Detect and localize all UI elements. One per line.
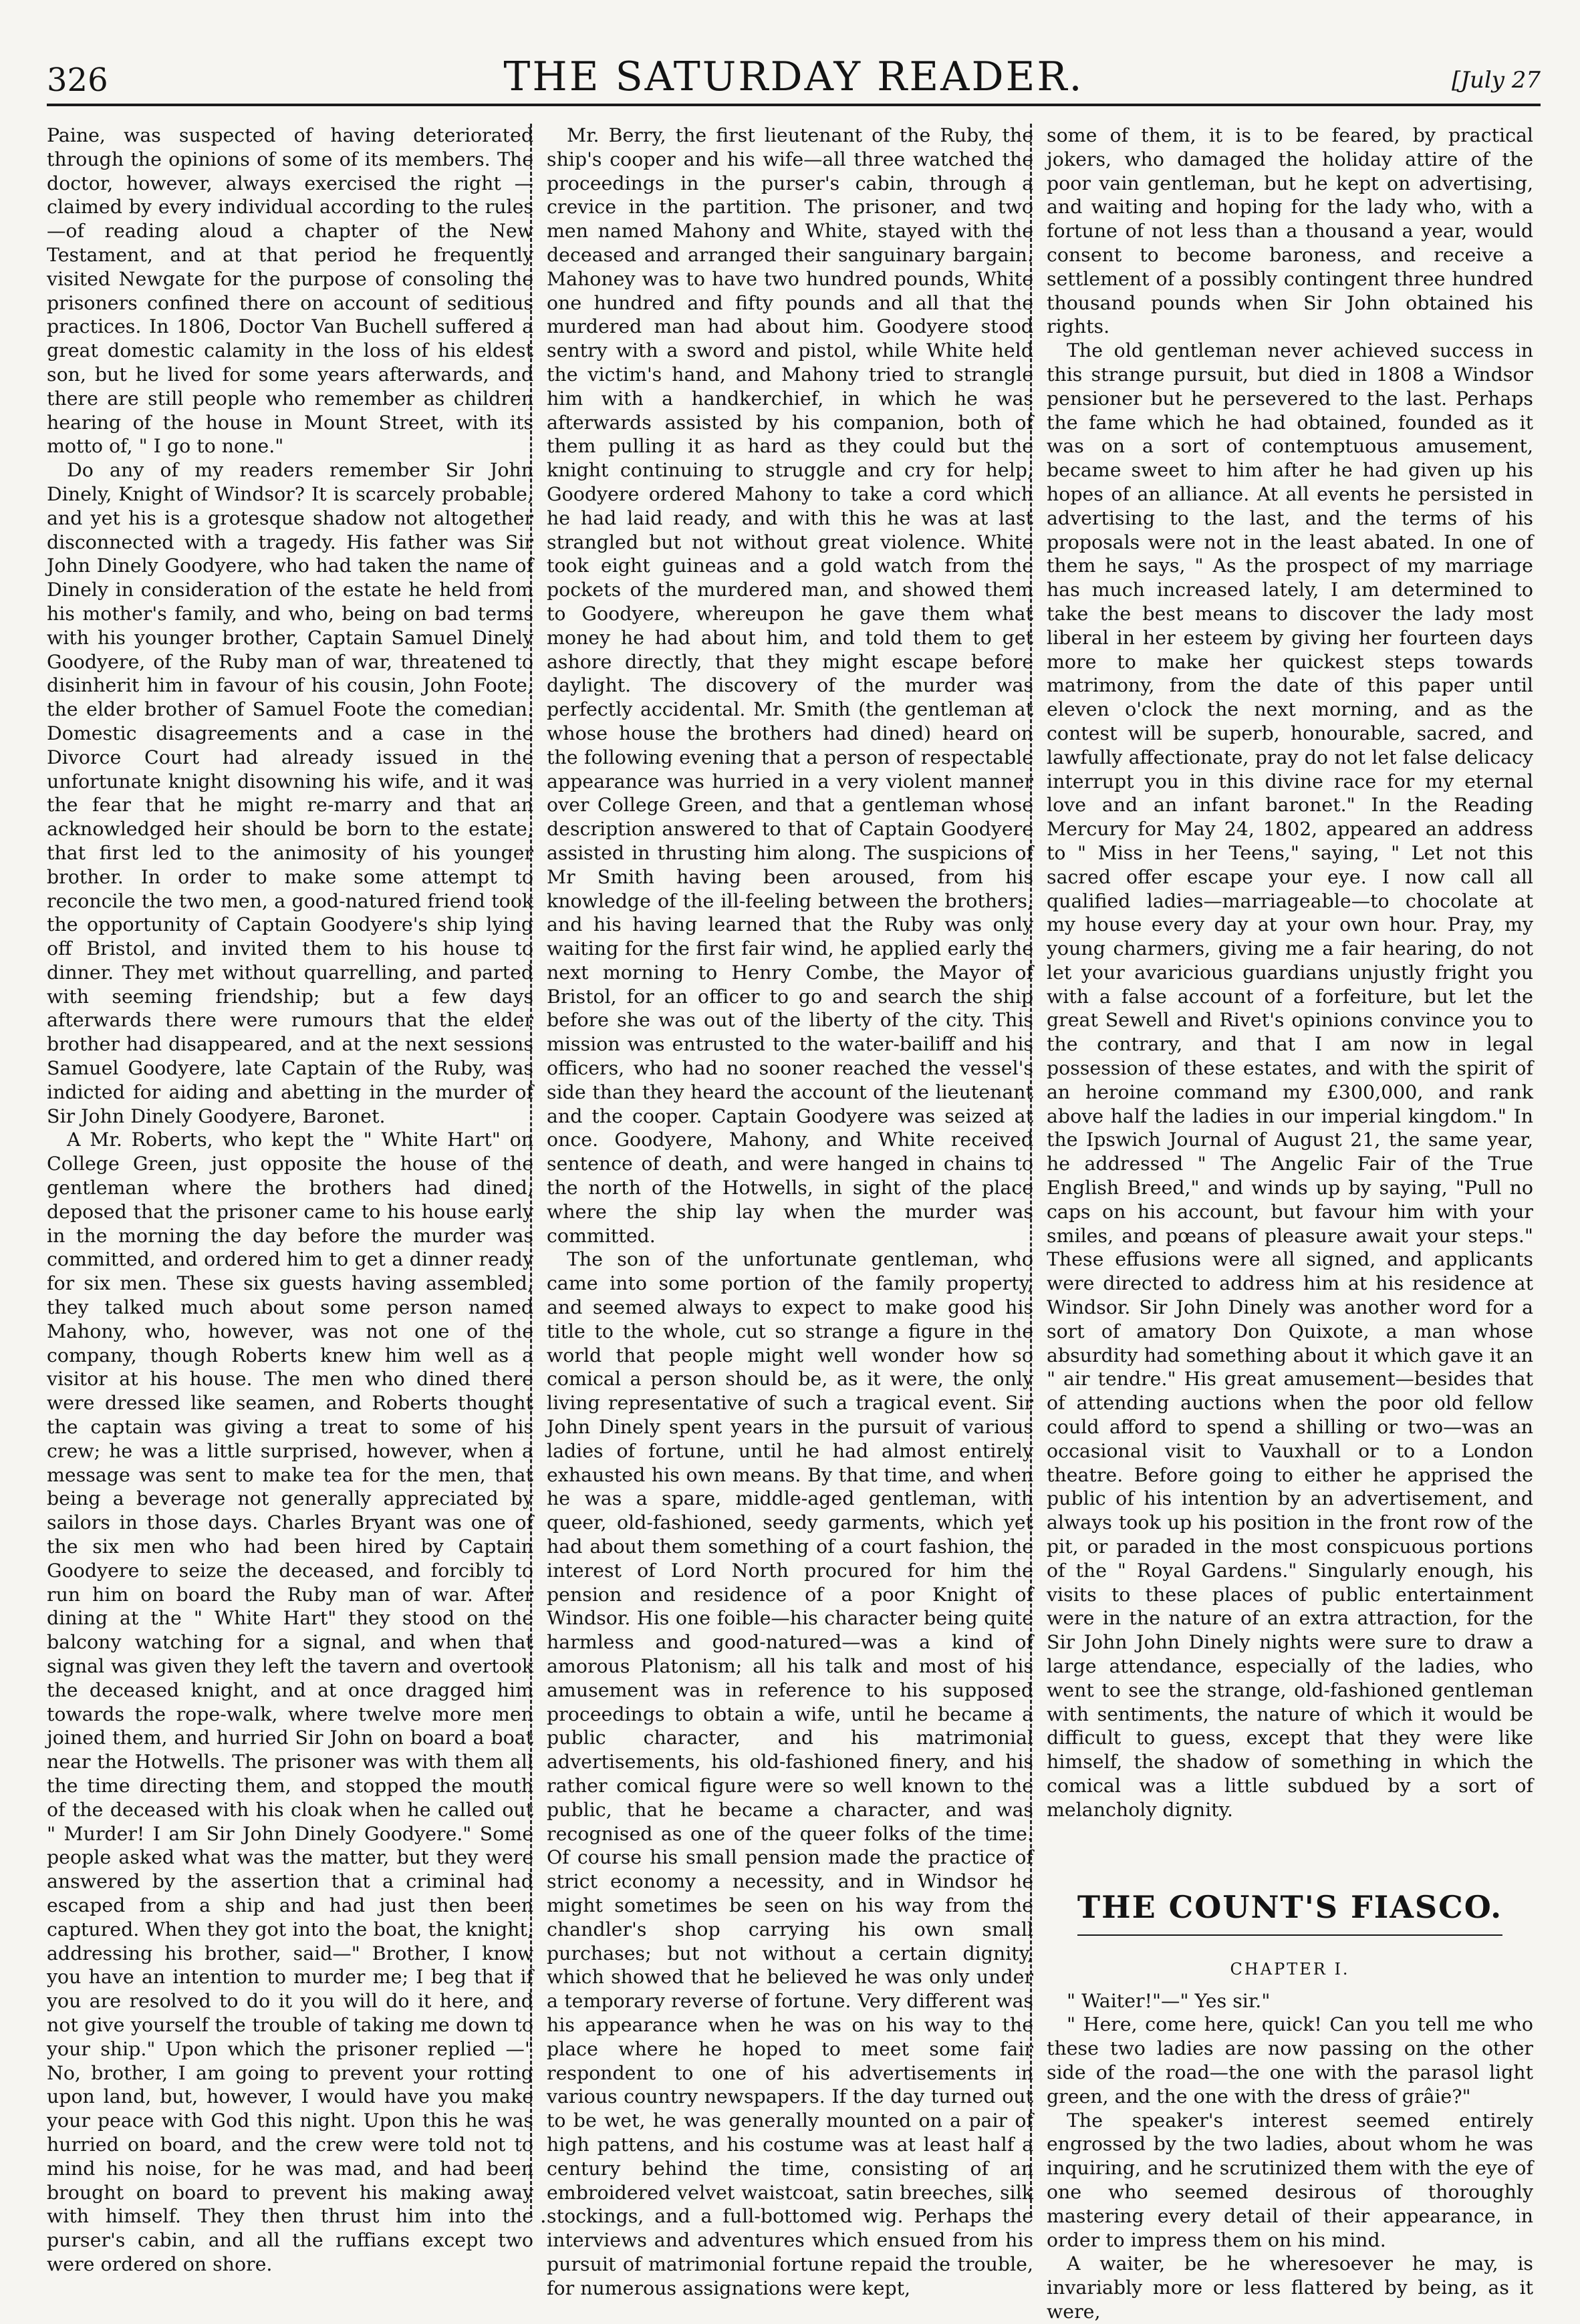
story-paragraph: " Here, come here, quick! Can you tell me who these two ladies are now passing on the other side of the road—the one with the parasol light green, and the one with the dress of grâie?" xyxy=(1047,2013,1533,2108)
paragraph: Paine, was suspected of having deteriorated through the opinions of some of its members. The doctor, however, always exercised the right —claimed by every individual according to the rules—of reading aloud a chapter of the New Testament, and at that period he frequently visited Newgate for the purpose of consoling the prisoners confined there on account of seditious practices. In 1806, Doctor Van Buchell suffered a great domestic calamity in the loss of his eldest son, but he lived for some years afterwards, and there are still people who remember as children hearing of the house in Mount Street, with its motto of, " I go to none." xyxy=(47,124,533,458)
column-1 xyxy=(47,124,533,2275)
issue-date: [July 27 xyxy=(1452,67,1541,94)
story-title: THE COUNT'S FIASCO. xyxy=(1077,1889,1502,1936)
story-paragraph: The speaker's interest seemed entirely engrossed by the two ladies, about whom he was inquiring, and he scrutinized them with the eye of one who seemed desirous of thoroughly mastering every detail of their appearance, in order to impress them on his mind. xyxy=(1047,2109,1533,2251)
page-header xyxy=(47,27,1541,106)
footer-mark: · xyxy=(540,2210,547,2234)
article-columns xyxy=(0,124,1580,2323)
paragraph: some of them, it is to be feared, by practical jokers, who damaged the holiday attire of the poor vain gentleman, but he kept on advertising, and waiting and hoping for the lady who, with a fortune of not less than a thousand a year, would consent to become baroness, and receive a settlement of a possibly contingent three hundred thousand pounds when Sir John obtained his rights. xyxy=(1047,124,1533,338)
column-3 xyxy=(1047,124,1533,2323)
paragraph: Mr. Berry, the first lieutenant of the Ruby, the ship's cooper and his wife—all three watched the proceedings in the purser's cabin, through a crevice in the partition. The prisoner, and two men named Mahony and White, stayed with the deceased and arranged their sanguinary bargain. Mahoney was to have two hundred pounds, White one hundred and fifty pounds and all that the murdered man had about him. Goodyere stood sentry with a sword and pistol, while White held the victim's hand, and Mahony tried to strangle him with a handkerchief, in which he was afterwards assisted by his companion, both of them pulling it as hard as they could but the knight continuing to struggle and cry for help, Goodyere ordered Mahony to take a cord which he had laid ready, and with this he was at last strangled but not without great violence. White took eight guineas and a gold watch from the pockets of the murdered man, and showed them to Goodyere, whereupon he gave them what money he had about him, and told them to get ashore directly, that they might escape before daylight. The discovery of the murder was perfectly accidental. Mr. Smith (the gentleman at whose house the brothers had dined) heard on the following evening that a person of respectable appearance was hurried in a very violent manner over College Green, and that a gentleman whose description answered to that of Captain Goodyere assisted in thrusting him along. The suspicions of Mr Smith having been aroused, from his knowledge of the ill-feeling between the brothers, and his having learned that the Ruby was only waiting for the first fair wind, he applied early the next morning to Henry Combe, the Mayor of Bristol, for an officer to go and search the ship before she was out of the liberty of the city. This mission was entrusted to the water-bailiff and his officers, who had no sooner reached the vessel's side than they heard the account of the lieutenant and the cooper. Captain Goodyere was seized at once. Goodyere, Mahony, and White received sentence of death, and were hanged in chains to the north of the Hotwells, in sight of the place where the ship lay when the murder was committed. xyxy=(547,124,1033,1247)
story-heading xyxy=(1047,1889,1533,1979)
story-paragraph: " Waiter!"—" Yes sir." xyxy=(1067,1989,1271,2012)
paragraph: Do any of my readers remember Sir John Dinely, Knight of Windsor? It is scarcely probable, and yet his is a grotesque shadow not altogether disconnected with a tragedy. His father was Sir John Dinely Goodyere, who had taken the name of Dinely in consideration of the estate he held from his mother's family, and who, being on bad terms with his younger brother, Captain Samuel Dinely Goodyere, of the Ruby man of war, threatened to disinherit him in favour of his cousin, John Foote, the elder brother of Samuel Foote the comedian. Domestic disagreements and a case in the Divorce Court had already issued in the unfortunate knight disowning his wife, and it was the fear that he might re-marry and that an acknowledged heir should be born to the estate, that first led to the animosity of his younger brother. In order to make some attempt to reconcile the two men, a good-natured friend took the opportunity of Captain Goodyere's ship lying off Bristol, and invited them to his house to dinner. They met without quarrelling, and parted with seeming friendship; but a few days afterwards there were rumours that the elder brother had disappeared, and at the next sessions Samuel Goodyere, late Captain of the Ruby, was indicted for aiding and abetting in the murder of Sir John Dinely Goodyere, Baronet. xyxy=(47,459,533,1127)
chapter-label: CHAPTER I. xyxy=(1230,1959,1350,1979)
story-paragraph: A waiter, be he wheresoever he may, is invariably more or less flattered by being, as it were, xyxy=(1047,2253,1533,2323)
paragraph: A Mr. Roberts, who kept the " White Hart" on College Green, just opposite the house of the gentleman where the brothers had dined, deposed that the prisoner came to his house early in the morning the day before the murder was committed, and ordered him to get a dinner ready for six men. These six guests having assembled, they talked much about some person named Mahony, who, however, was not one of the company, though Roberts knew him well as a visitor at his house. The men who dined there were dressed like seamen, and Roberts thought the captain was giving a treat to some of his crew; he was a little surprised, however, when a message was sent to make tea for the men, that being a beverage not generally appreciated by sailors in those days. Charles Bryant was one of the six men who had been hired by Captain Goodyere to seize the deceased, and forcibly to run him on board the Ruby man of war. After dining at the " White Hart" they stood on the balcony watching for a signal, and when that signal was given they left the tavern and overtook the deceased knight, and at once dragged him towards the rope-walk, where twelve more men joined them, and hurried Sir John on board a boat near the Hotwells. The prisoner was with them all the time directing them, and stopped the mouth of the deceased with his cloak when he called out " Murder! I am Sir John Dinely Goodyere." Some people asked what was the matter, but they were answered by the assertion that a criminal had escaped from a ship and had just then been captured. When they got into the boat, the knight, addressing his brother, said—" Brother, I know you have an intention to murder me; I beg that if you are resolved to do it you will do it here, and not give yourself the trouble of taking me down to your ship." Upon which the prisoner replied —" No, brother, I am going to prevent your rotting upon land, but, however, I would have you make your peace with God this night. Upon this he was hurried on board, and the crew were told not to mind his noise, for he was mad, and had been brought on board to prevent his making away with himself. They then thrust him into the purser's cabin, and all the ruffians except two were ordered on shore. xyxy=(47,1129,533,2275)
paragraph: The son of the unfortunate gentleman, who came into some portion of the family property, and seemed always to expect to make good his title to the whole, cut so strange a figure in the world that people might well wonder how so comical a person should be, as it were, the only living representative of such a tragical event. Sir John Dinely spent years in the pursuit of various ladies of fortune, until he had almost entirely exhausted his own means. By that time, and when he was a spare, middle-aged gentleman, with queer, old-fashioned, seedy garments, which yet had about them something of a court fashion, the interest of Lord North procured for him the pension and residence of a poor Knight of Windsor. His one foible—his character being quite harmless and good-natured—was a kind of amorous Platonism; all his talk and most of his amusement was in reference to his supposed proceedings to obtain a wife, until he became a public character, and his matrimonial advertisements, his old-fashioned finery, and his rather comical figure were so well known to the public, that he became a character, and was recognised as one of the queer folks of the time. Of course his small pension made the practice of strict economy a necessity, and in Windsor he might sometimes be seen on his way from the chandler's shop carrying his own small purchases; but not without a certain dignity, which showed that he believed he was only under a temporary reverse of fortune. Very different was his appearance when he was on his way to the place where he hoped to meet some fair respondent to one of his advertisements in various country newspapers. If the day turned out to be wet, he was generally mounted on a pair of high pattens, and his costume was at least half a century behind the time, consisting of an embroidered velvet waistcoat, satin breeches, silk stockings, and a full-bottomed wig. Perhaps the interviews and adventures which ensued from his pursuit of matrimonial fortune repaid the trouble, for numerous assignations were kept, xyxy=(547,1248,1033,2299)
publication-title: THE SATURDAY READER. xyxy=(503,53,1084,100)
column-2 xyxy=(547,124,1033,2299)
page-number: 326 xyxy=(47,61,108,99)
paragraph: The old gentleman never achieved success in this strange pursuit, but died in 1808 a Windsor pensioner but he persevered to the last. Perhaps the fame which he had obtained, founded as it was on a sort of contemptuous amusement, became sweet to him after he had given up his hopes of an alliance. At all events he persisted in advertising to the last, and the terms of his proposals were not in the least abated. In one of them he says, " As the prospect of my marriage has much increased lately, I am determined to take the best means to discover the lady most liberal in her esteem by giving her fourteen days more to make her quickest steps towards matrimony, from the date of this paper until eleven o'clock the next morning, and as the contest will be superb, honourable, sacred, and lawfully affectionate, pray do not let false delicacy interrupt you in this divine race for my eternal love and an infant baronet." In the Reading Mercury for May 24, 1802, appeared an address to " Miss in her Teens," saying, " Let not this sacred offer escape your eye. I now call all qualified ladies—marriageable—to chocolate at my house every day at your own hour. Pray, my young charmers, giving me a fair hearing, do not let your avaricious guardians unjustly fright you with a false account of a forfeiture, but let the great Sewell and Rivet's opinions convince you to the contrary, and that I am now in legal possession of these estates, and with the spirit of an heroine command my £300,000, and rank above half the ladies in our imperial kingdom." In the Ipswich Journal of August 21, the same year, he addressed " The Angelic Fair of the True English Breed," and winds up by saying, "Pull no caps on his account, but favour him with your smiles, and pœans of pleasure await your steps." These effusions were all signed, and applicants were directed to address him at his residence at Windsor. Sir John Dinely was another word for a sort of amatory Don Quixote, a man whose absurdity had something about it which gave it an " air tendre." His great amusement—besides that of attending auctions when the poor old fellow could afford to spend a shilling or two—was an occasional visit to Vauxhall or to a London theatre. Before going to either he apprised the public of his intention by an advertisement, and always took up his position in the front row of the pit, or paraded in the most conspicuous portions of the " Royal Gardens." Singularly enough, his visits to these places of public entertainment were in the nature of an extra attraction, for the Sir John John Dinely nights were sure to draw a large attendance, especially of the ladies, who went to see the strange, old-fashioned gentleman with sentiments, the nature of which it would be difficult to guess, except that they were like himself, the shadow of something in which the comical was a little subdued by a sort of melancholy dignity. xyxy=(1047,339,1533,1821)
